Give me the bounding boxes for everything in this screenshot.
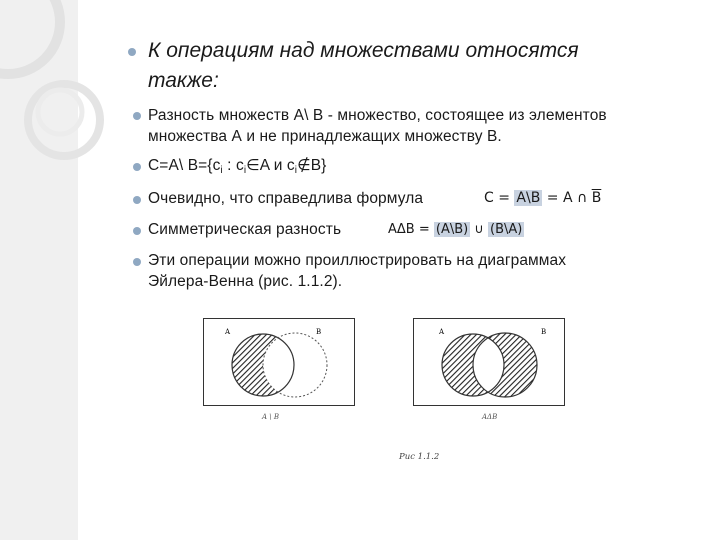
- heading-bullet: [128, 48, 136, 56]
- set-a-label: A: [225, 328, 231, 336]
- list-bullet: [133, 227, 141, 235]
- difference-formula: C = A\B = A ∩ $\overline{B}$: [484, 190, 602, 206]
- item-4-text: Симметрическая разность: [148, 221, 342, 238]
- venn-diagram-symmetric-difference: [413, 318, 565, 406]
- item-1-line-2: множества А и не принадлежащих множеству В.: [148, 128, 502, 145]
- decorative-rings: [0, 0, 120, 200]
- figure-caption: Рис 1.1.2: [399, 452, 440, 462]
- list-bullet: [133, 112, 141, 120]
- heading-line-2: также:: [148, 69, 219, 92]
- venn-right-caption: AΔB: [482, 413, 498, 421]
- formula-highlight: A\B: [516, 190, 541, 206]
- item-3-text: Очевидно, что справедлива формула: [148, 190, 424, 207]
- set-b-label: B: [541, 328, 547, 336]
- item-5-line-2: Эйлера-Венна (рис. 1.1.2).: [148, 273, 343, 290]
- formula-highlight: (A\B): [435, 222, 469, 237]
- item-1-line-1: Разность множеств A\ B - множество, состоящее из элементов: [148, 107, 607, 124]
- venn-diagram-difference: [203, 318, 355, 406]
- item-5-line-1: Эти операции можно проиллюстрировать на диаграммах: [148, 252, 567, 269]
- item-2-set-definition: C=A\ $B=\{c_i$ : $c_i\in A$ и $c_i\notin B$}: [148, 157, 327, 176]
- formula-highlight: (B\A): [490, 222, 523, 237]
- list-bullet: [133, 258, 141, 266]
- list-bullet: [133, 196, 141, 204]
- set-b-label: B: [316, 328, 322, 336]
- symmetric-difference-formula: AΔB = (A\B) ∪ (B\A): [388, 222, 523, 237]
- list-bullet: [133, 163, 141, 171]
- set-a-label: A: [439, 328, 445, 336]
- heading-line-1: К операциям над множествами относятся: [148, 39, 579, 62]
- venn-left-caption: A \ B: [262, 413, 280, 421]
